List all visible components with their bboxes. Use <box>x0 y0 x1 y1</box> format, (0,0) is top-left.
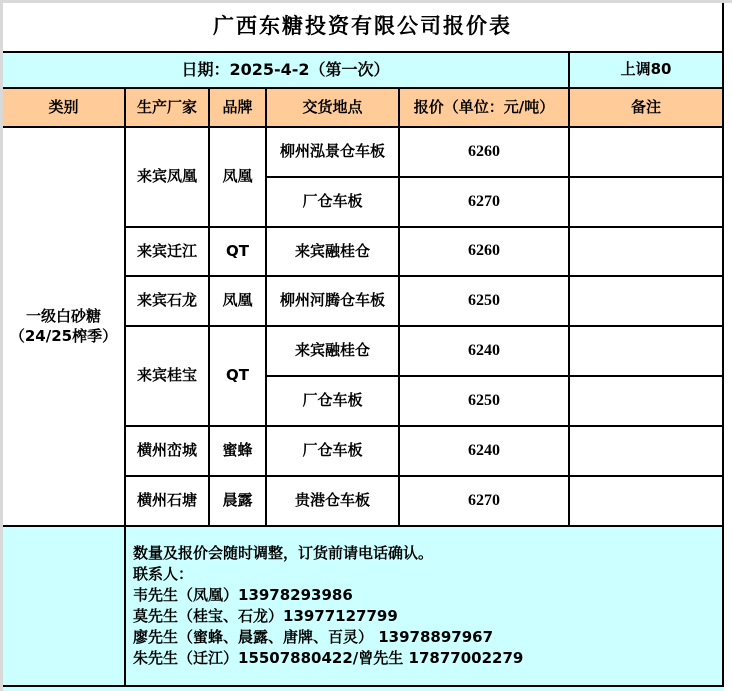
footer-contact-line: 莫先生（桂宝、石龙）13977127799 <box>133 607 398 625</box>
price-cell: 6240 <box>400 327 570 377</box>
footer-contact-line: 韦先生（凤凰）13978293986 <box>133 586 353 604</box>
price-cell: 6260 <box>400 128 570 178</box>
brand-cell: 凤凰 <box>210 277 267 327</box>
price-cell: 6270 <box>400 178 570 228</box>
page-title: 广西东糖投资有限公司报价表 <box>3 3 724 53</box>
delivery-cell: 来宾融桂仓 <box>267 327 400 377</box>
category-line1: 一级白砂糖 <box>25 307 101 325</box>
brand-cell: 凤凰 <box>210 128 267 228</box>
footer-notice: 数量及报价会随时调整，订货前请电话确认。 <box>133 544 434 562</box>
date-cell: 日期：2025-4-2（第一次） <box>3 53 570 89</box>
remark-cell <box>570 228 724 277</box>
price-cell: 6250 <box>400 377 570 427</box>
remark-cell <box>570 377 724 427</box>
price-cell: 6260 <box>400 228 570 277</box>
window-edge-left <box>0 0 3 691</box>
category-cell <box>3 128 126 527</box>
price-cell: 6240 <box>400 427 570 477</box>
remark-cell <box>570 128 724 178</box>
brand-cell: QT <box>210 228 267 277</box>
brand-cell: 蜜蜂 <box>210 427 267 477</box>
header-remark: 备注 <box>570 89 724 128</box>
header-delivery: 交货地点 <box>267 89 400 128</box>
manufacturer-cell: 来宾凤凰 <box>126 128 210 228</box>
price-cell: 6270 <box>400 477 570 527</box>
remark-cell <box>570 427 724 477</box>
header-manufacturer: 生产厂家 <box>126 89 210 128</box>
price-adjustment-badge: 上调80 <box>570 53 724 89</box>
partial-next-row <box>3 687 724 691</box>
manufacturer-cell: 横州峦城 <box>126 427 210 477</box>
footer-contact-line: 朱先生（迁江）15507880422/曾先生 17877002279 <box>133 649 524 667</box>
footer-spacer-cell <box>3 527 126 687</box>
remark-cell <box>570 277 724 327</box>
delivery-cell: 厂仓车板 <box>267 178 400 228</box>
brand-cell: QT <box>210 327 267 427</box>
footer-contact-line: 廖先生（蜜蜂、晨露、唐牌、百灵） 13978897967 <box>133 628 494 646</box>
delivery-cell: 柳州河腾仓车板 <box>267 277 400 327</box>
price-cell: 6250 <box>400 277 570 327</box>
remark-cell <box>570 178 724 228</box>
brand-cell: 晨露 <box>210 477 267 527</box>
quotation-table <box>3 3 724 691</box>
manufacturer-cell: 横州石塘 <box>126 477 210 527</box>
category-line2: （24/25榨季） <box>9 326 118 345</box>
manufacturer-cell: 来宾桂宝 <box>126 327 210 427</box>
header-brand: 品牌 <box>210 89 267 128</box>
footer-contact-label: 联系人： <box>133 565 194 583</box>
manufacturer-cell: 来宾迁江 <box>126 228 210 277</box>
footer-notes-cell <box>126 527 724 687</box>
header-category: 类别 <box>3 89 126 128</box>
delivery-cell: 贵港仓车板 <box>267 477 400 527</box>
delivery-cell: 厂仓车板 <box>267 427 400 477</box>
manufacturer-cell: 来宾石龙 <box>126 277 210 327</box>
window-edge-top <box>0 0 732 3</box>
remark-cell <box>570 327 724 377</box>
delivery-cell: 柳州泓景仓车板 <box>267 128 400 178</box>
header-price: 报价（单位：元/吨） <box>400 89 570 128</box>
delivery-cell: 厂仓车板 <box>267 377 400 427</box>
remark-cell <box>570 477 724 527</box>
delivery-cell: 来宾融桂仓 <box>267 228 400 277</box>
